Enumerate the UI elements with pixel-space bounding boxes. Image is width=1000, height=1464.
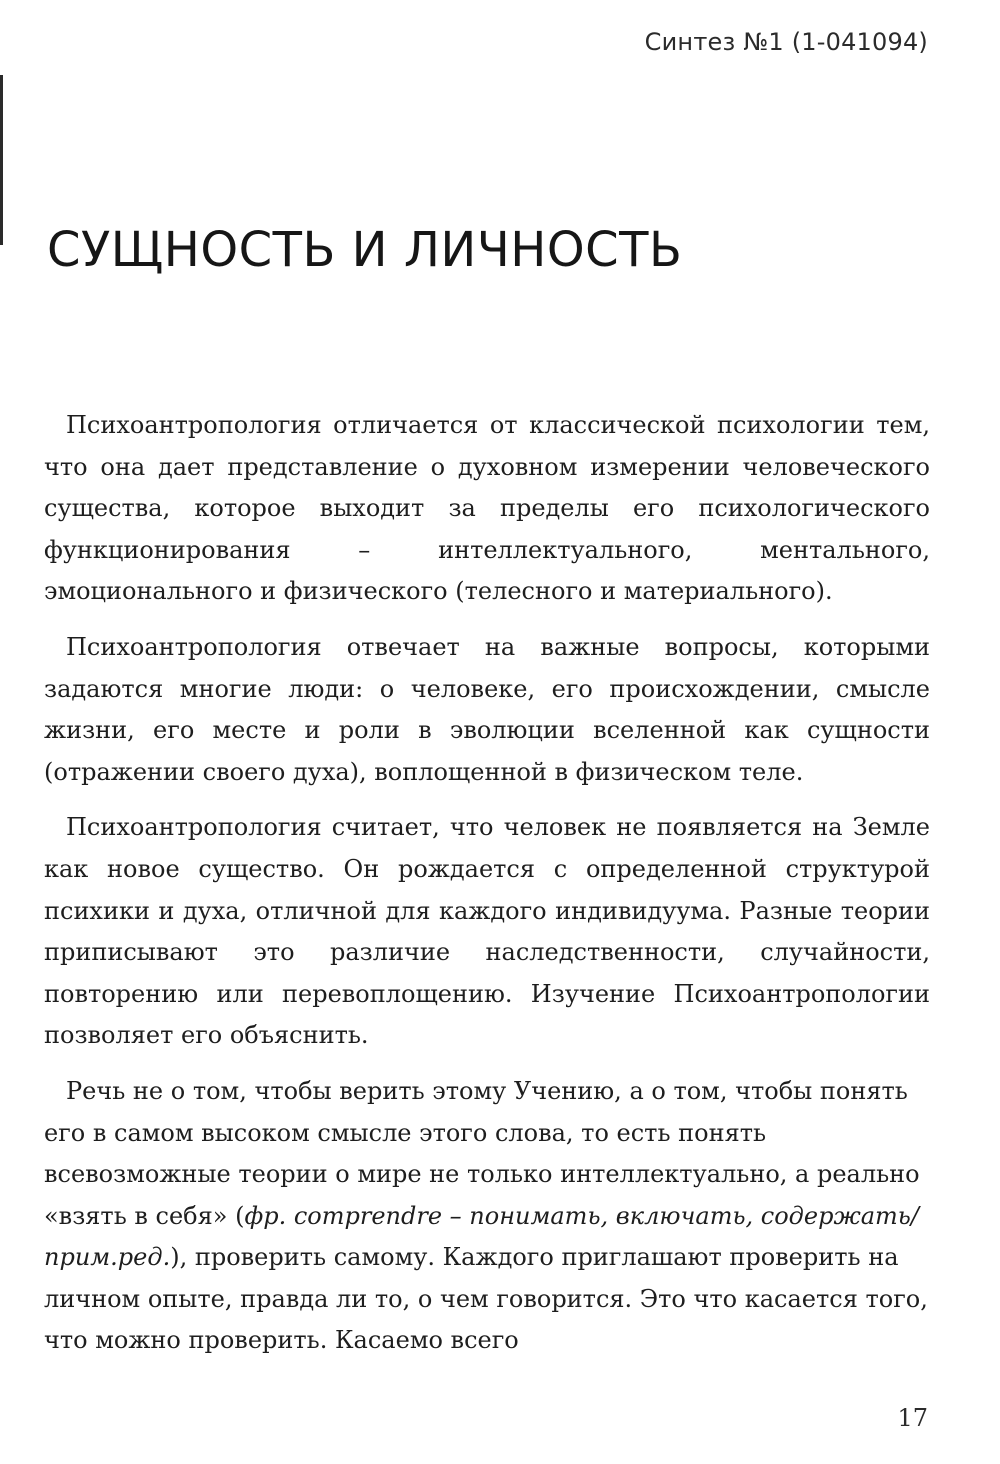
binding-edge-mark — [0, 75, 3, 245]
paragraph-4-text-after: ), проверить самому. Каждого приглашают проверить на личном опыте, правда ли то, о чем говорится. Это что касается того, что можно проверить. Касаемо всего — [44, 1243, 928, 1355]
body-text — [44, 405, 930, 1376]
chapter-title: СУЩНОСТЬ И ЛИЧНОСТЬ — [47, 222, 683, 278]
page-number: 17 — [897, 1404, 928, 1432]
paragraph-3: Психоантропология считает, что человек не появляется на Земле как новое существо. Он рождается с определенной структурой психики и духа, отличной для каждого индивидуума. Разные теории приписывают это различие наследственности, случайности, повторению или перевоплощению. Изучение Психоантропологии позволяет его объяснить. — [44, 813, 930, 1050]
paragraph-2: Психоантропология отвечает на важные вопросы, которыми задаются многие люди: о человеке, его происхождении, смысле жизни, его месте и роли в эволюции вселенной как сущности (отражении своего духа), воплощенной в физическом теле. — [44, 632, 930, 786]
paragraph-4 — [44, 1071, 930, 1362]
editor-note-italic: фр. comprendre – понимать, включать, содержать/прим.ред. — [44, 1201, 919, 1272]
running-header: Синтез №1 (1-041094) — [644, 28, 928, 56]
paragraph-1: Психоантропология отличается от классической психологии тем, что она дает представление о духовном измерении человеческого существа, которое выходит за пределы его психологического функционирования – интеллектуального, ментального, эмоционального и физического (телесного и материального). — [44, 411, 930, 606]
paragraph-4-text-before: Речь не о том, чтобы верить этому Учению, а о том, чтобы понять его в самом высоком смысле этого слова, то есть понять всевозможные теории о мире не только интеллектуально, а реально «взять в себя» ( — [44, 1076, 920, 1230]
